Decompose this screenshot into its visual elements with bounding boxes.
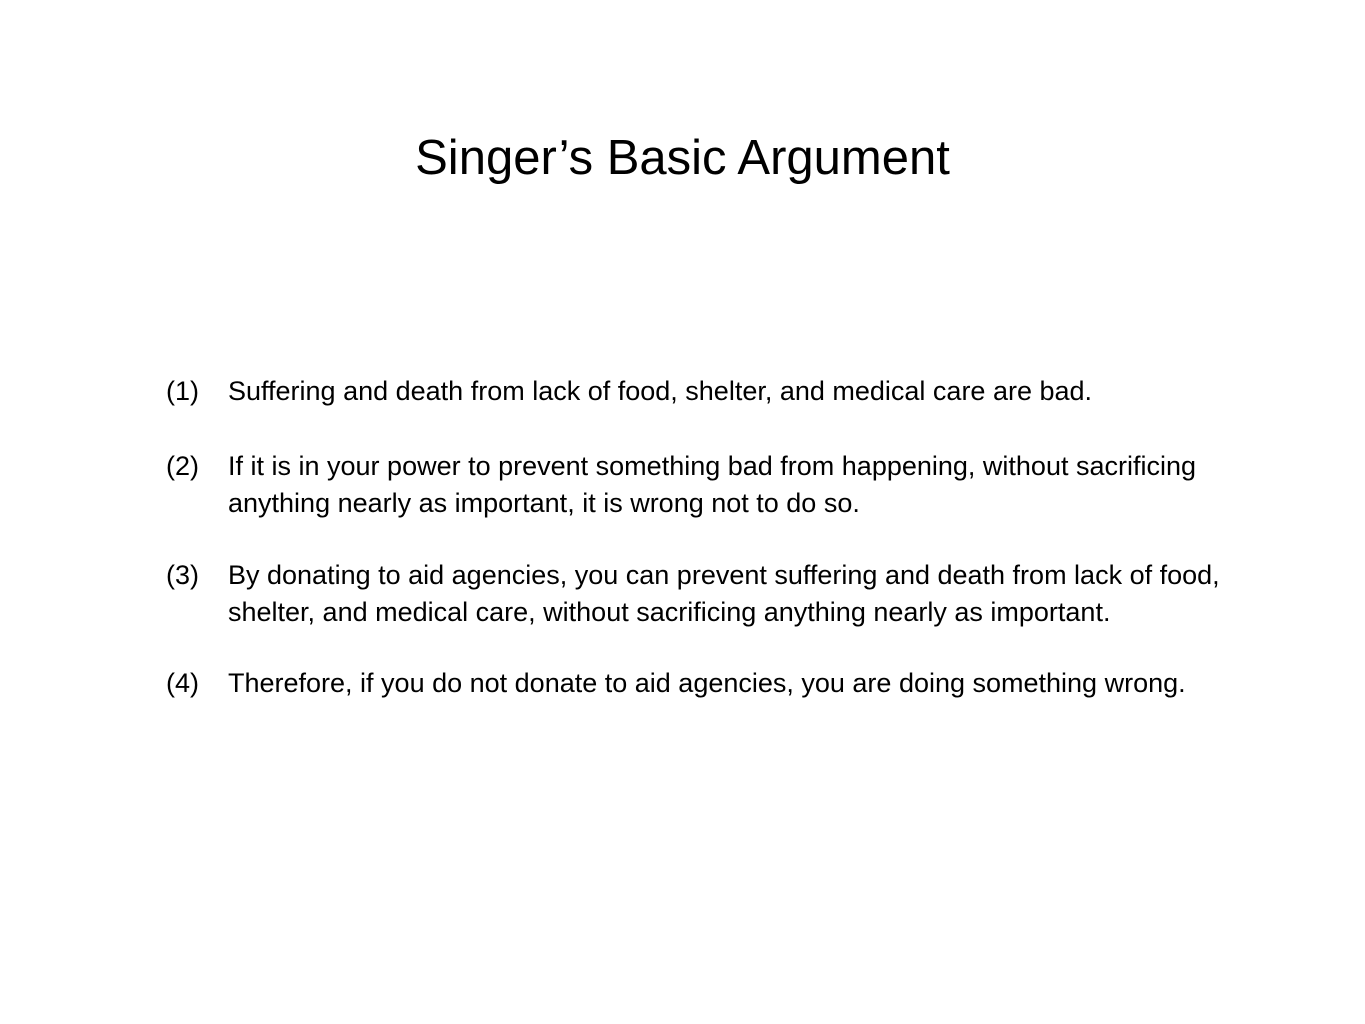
argument-list: [166, 373, 1246, 737]
premise-number: (1): [166, 376, 199, 406]
premise-4: [166, 665, 1246, 702]
premise-3: [166, 557, 1246, 631]
premise-1: [166, 373, 1246, 410]
premise-text: Suffering and death from lack of food, shelter, and medical care are bad.: [228, 376, 1093, 406]
premise-text: By donating to aid agencies, you can prevent suffering and death from lack of food, shelter, and medical care, without sacrificing anything nearly as important.: [228, 560, 1220, 627]
premise-number: (2): [166, 451, 199, 481]
premise-text: If it is in your power to prevent something bad from happening, without sacrificing anything nearly as important, it is wrong not to do so.: [228, 451, 1197, 518]
premise-number: (3): [166, 560, 199, 590]
premise-2: [166, 448, 1246, 522]
premise-text: Therefore, if you do not donate to aid agencies, you are doing something wrong.: [228, 668, 1186, 698]
slide-title: Singer’s Basic Argument: [415, 131, 950, 185]
premise-number: (4): [166, 668, 199, 698]
